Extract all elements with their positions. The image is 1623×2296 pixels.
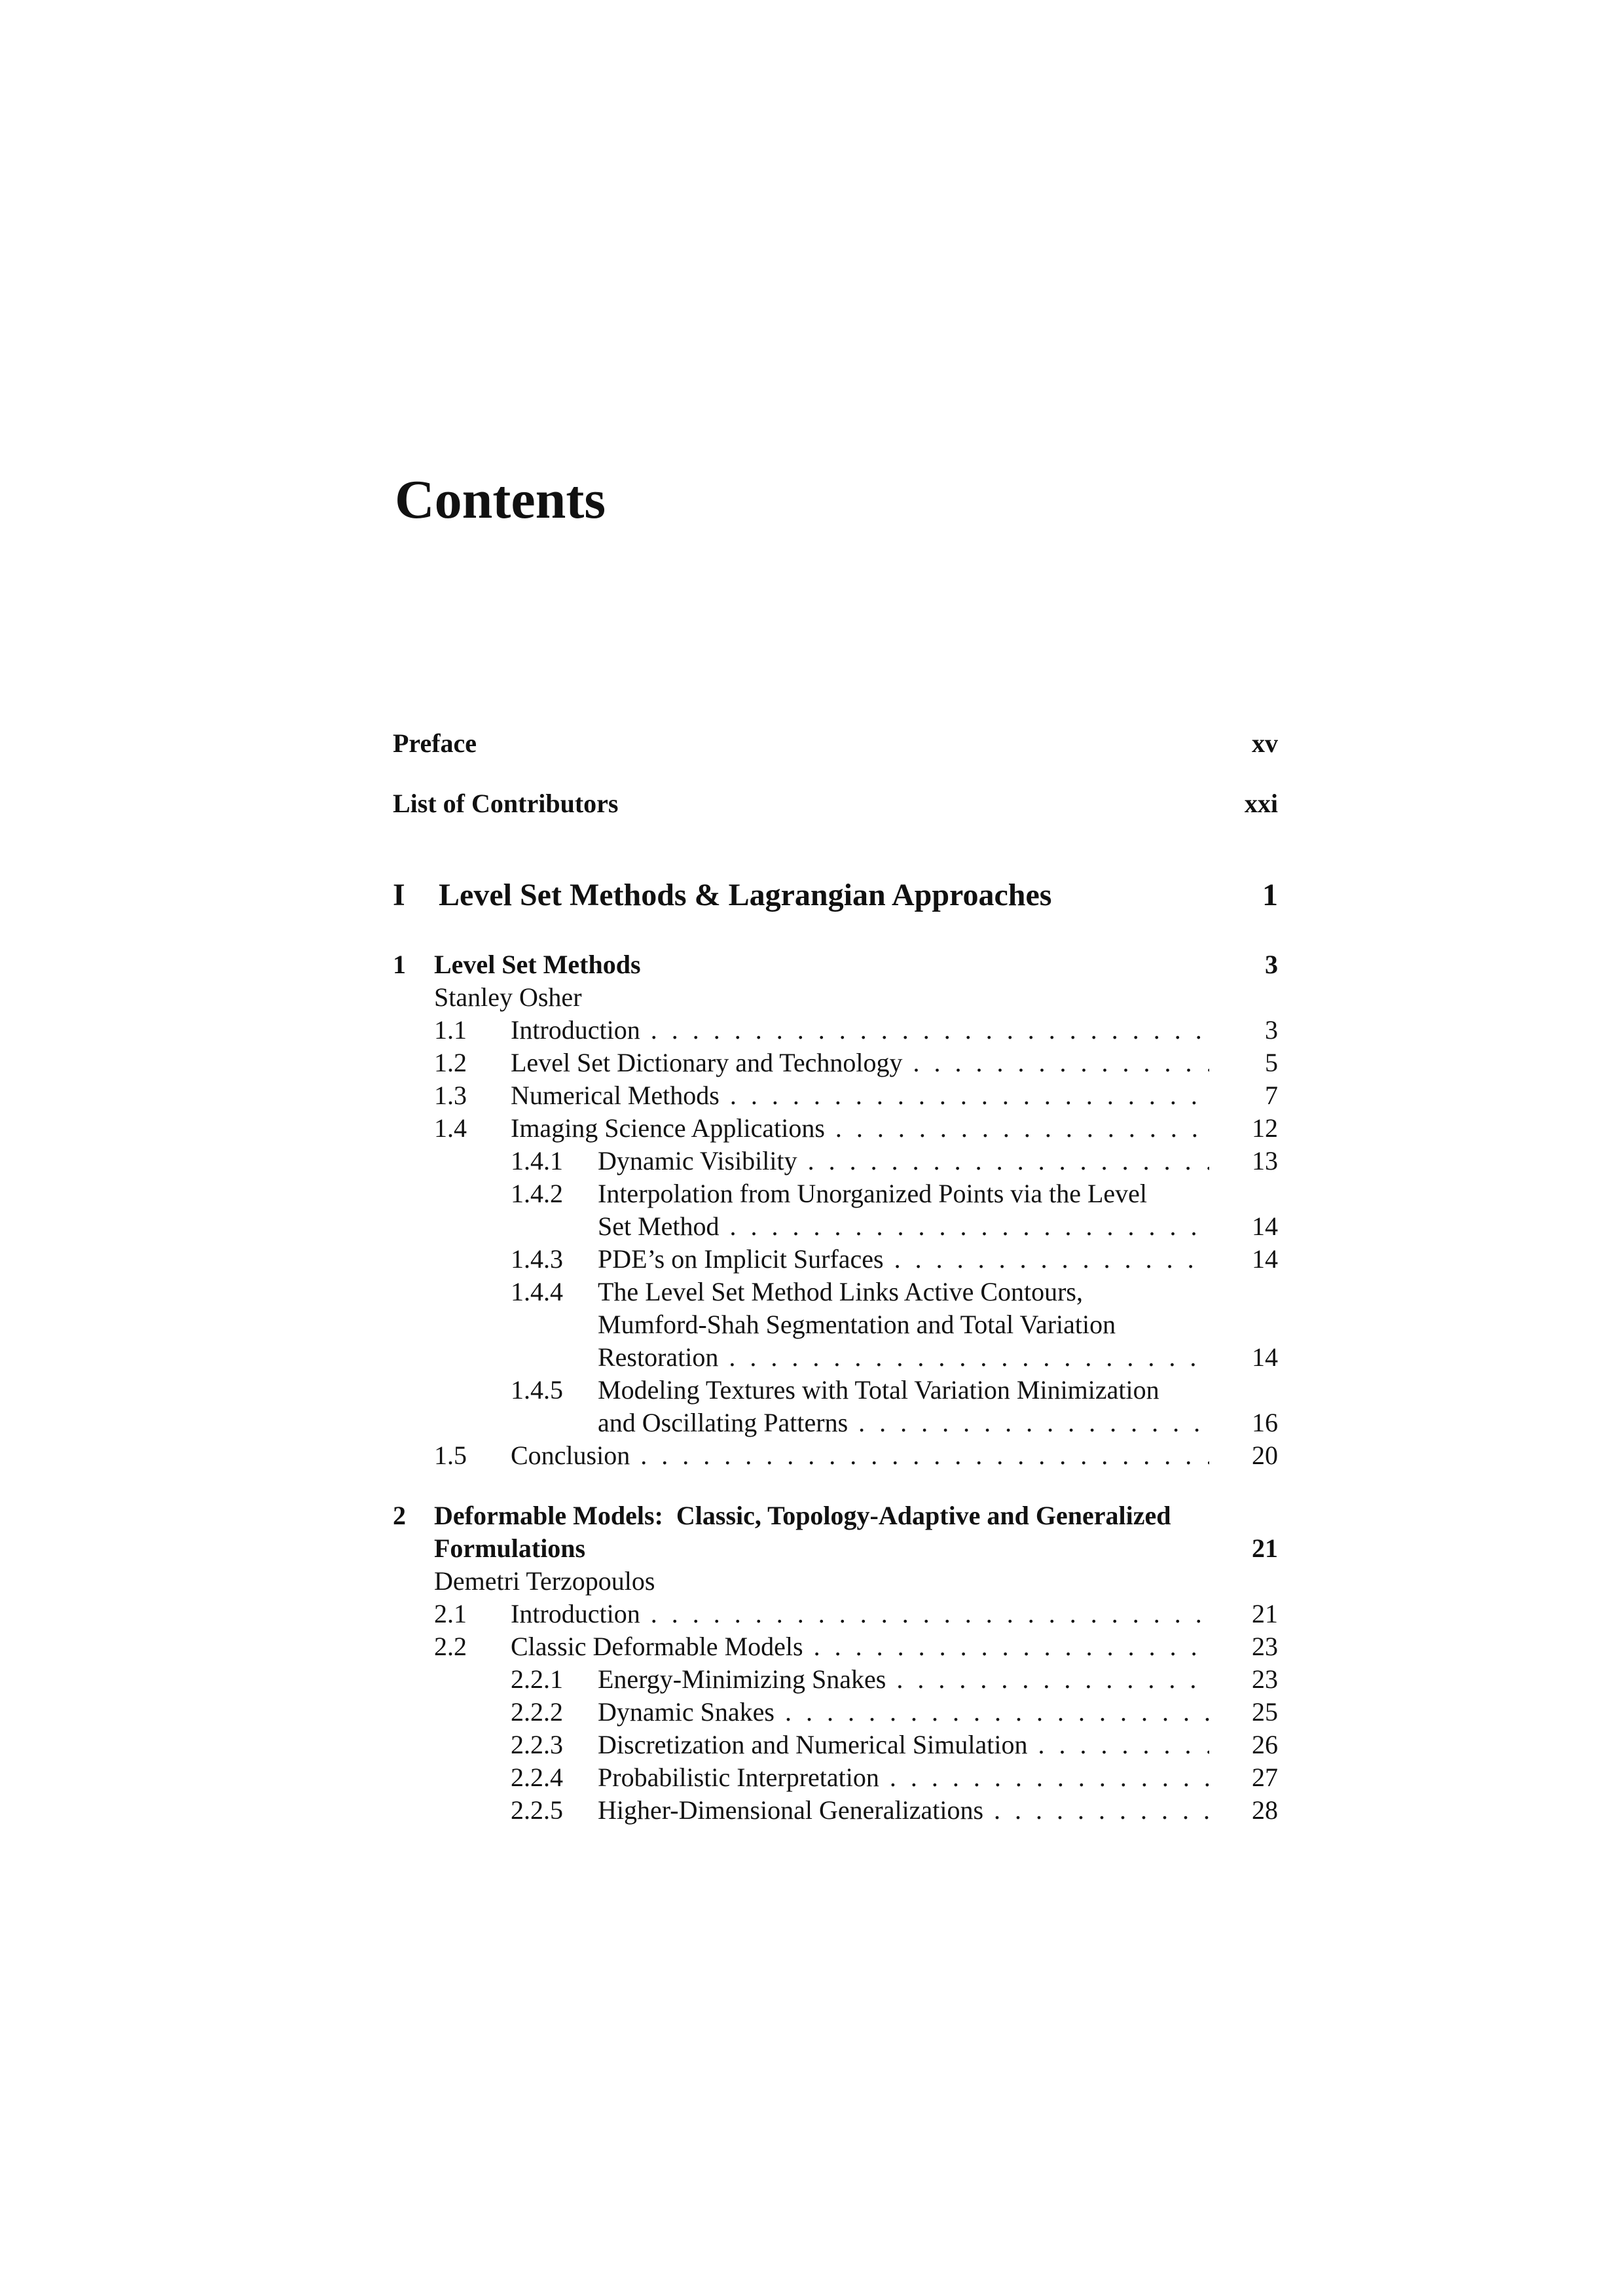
section-number: 1.2	[434, 1048, 467, 1077]
section-title: Imaging Science Applications . . .	[511, 1111, 1209, 1145]
toc-entry[interactable]	[393, 1275, 1278, 1309]
section-title-continued: Set Method . . .	[598, 1210, 1209, 1244]
toc-entry-continued[interactable]	[393, 1340, 1278, 1374]
page-number: 21	[1252, 1534, 1278, 1563]
section-title: Energy-Minimizing Snakes . . .	[598, 1662, 1209, 1696]
chapter-number: 1	[393, 950, 406, 979]
page-number: 1	[1262, 878, 1278, 912]
section-number: 2.2.1	[511, 1664, 563, 1694]
toc-entry[interactable]	[393, 1597, 1278, 1631]
toc-entry[interactable]	[393, 1793, 1278, 1827]
section-number: 2.2.2	[511, 1697, 563, 1727]
section-number: 2.1	[434, 1599, 467, 1628]
page-number: 20	[1252, 1441, 1278, 1470]
section-title-continued: Restoration . . .	[598, 1340, 1209, 1374]
section-title: Dynamic Snakes . . .	[598, 1695, 1209, 1729]
page-number: 13	[1252, 1146, 1278, 1175]
section-title: Numerical Methods . . .	[511, 1079, 1209, 1113]
toc-entry-continued[interactable]	[393, 1406, 1278, 1440]
section-title: Classic Deformable Models . . .	[511, 1630, 1209, 1664]
section-number: 1.4.4	[511, 1277, 563, 1306]
page-number: 21	[1252, 1599, 1278, 1628]
section-number: 2.2.5	[511, 1795, 563, 1825]
section-number: 1.3	[434, 1081, 467, 1110]
section-title-continued: Mumford-Shah Segmentation and Total Variation	[598, 1310, 1116, 1339]
section-title: Level Set Dictionary and Technology . . .	[511, 1046, 1209, 1080]
section-number: 1.5	[434, 1441, 467, 1470]
section-title: Interpolation from Unorganized Points via the Level	[598, 1179, 1148, 1208]
chapter-title-continued: Formulations	[434, 1534, 586, 1563]
toc-entry[interactable]	[393, 1728, 1278, 1762]
chapter-author: Demetri Terzopoulos	[434, 1566, 655, 1596]
section-title: Modeling Textures with Total Variation Minimization	[598, 1375, 1159, 1405]
page-number: 5	[1265, 1048, 1278, 1077]
page-number: 14	[1252, 1244, 1278, 1274]
page-number: 27	[1252, 1763, 1278, 1792]
toc-entry-continued[interactable]	[393, 1210, 1278, 1244]
page-number: 28	[1252, 1795, 1278, 1825]
section-title: Conclusion . . .	[511, 1439, 1209, 1473]
toc-entry[interactable]	[393, 1111, 1278, 1145]
section-title: Discretization and Numerical Simulation . . .	[598, 1728, 1209, 1762]
part-number: I	[393, 878, 405, 912]
section-title-continued: and Oscillating Patterns . . .	[598, 1406, 1209, 1440]
section-number: 1.1	[434, 1015, 467, 1045]
page-number: 3	[1265, 950, 1278, 979]
chapter-title: Level Set Methods	[434, 950, 641, 979]
chapter-title: Deformable Models: Classic, Topology-Adaptive and Generalized	[434, 1501, 1171, 1530]
toc-entry[interactable]	[393, 1013, 1278, 1047]
page-number: 14	[1252, 1211, 1278, 1241]
toc-entry-preface[interactable]	[393, 726, 1278, 761]
page-number: 23	[1252, 1632, 1278, 1661]
section-number: 1.4.5	[511, 1375, 563, 1405]
section-number: 1.4	[434, 1113, 467, 1143]
section-title: The Level Set Method Links Active Contours,	[598, 1277, 1083, 1306]
section-number: 2.2.3	[511, 1730, 563, 1759]
section-title: PDE’s on Implicit Surfaces . . .	[598, 1242, 1209, 1276]
section-title: Dynamic Visibility . . .	[598, 1144, 1209, 1178]
section-number: 1.4.2	[511, 1179, 563, 1208]
toc-entry-list-of-contributors[interactable]	[393, 787, 1278, 821]
page-title: Contents	[395, 469, 606, 530]
toc-entry[interactable]	[393, 1079, 1278, 1113]
toc-entry[interactable]	[393, 1242, 1278, 1276]
section-title: Introduction . . .	[511, 1597, 1209, 1631]
section-number: 1.4.1	[511, 1146, 563, 1175]
toc-entry-continued[interactable]	[393, 1308, 1278, 1342]
page-number: 25	[1252, 1697, 1278, 1727]
toc-entry[interactable]	[393, 1761, 1278, 1795]
toc-entry[interactable]	[393, 1144, 1278, 1178]
entry-title: List of Contributors	[393, 789, 619, 818]
toc-entry[interactable]	[393, 1177, 1278, 1211]
toc-chapter-1[interactable]	[393, 948, 1278, 982]
chapter-number: 2	[393, 1501, 406, 1530]
toc-entry[interactable]	[393, 1630, 1278, 1664]
toc-entry[interactable]	[393, 1439, 1278, 1473]
toc-entry[interactable]	[393, 1373, 1278, 1407]
section-title: Introduction . . .	[511, 1013, 1209, 1047]
section-title: Higher-Dimensional Generalizations . . .	[598, 1793, 1209, 1827]
toc-part-1[interactable]	[393, 876, 1278, 915]
chapter-author: Stanley Osher	[434, 982, 582, 1012]
page-number: 23	[1252, 1664, 1278, 1694]
page-number: xv	[1252, 728, 1278, 758]
section-number: 2.2.4	[511, 1763, 563, 1792]
entry-title: Preface	[393, 728, 477, 758]
page-number: 7	[1265, 1081, 1278, 1110]
toc-chapter-2-continued[interactable]	[393, 1532, 1278, 1566]
page-number: 3	[1265, 1015, 1278, 1045]
page-number: 26	[1252, 1730, 1278, 1759]
toc-chapter-2[interactable]	[393, 1499, 1278, 1533]
section-number: 2.2	[434, 1632, 467, 1661]
page-number: 12	[1252, 1113, 1278, 1143]
toc-entry[interactable]	[393, 1662, 1278, 1696]
page-number: xxi	[1244, 789, 1278, 818]
part-title: Level Set Methods & Lagrangian Approaches	[439, 878, 1052, 912]
toc-entry[interactable]	[393, 1695, 1278, 1729]
section-number: 1.4.3	[511, 1244, 563, 1274]
page-number: 14	[1252, 1342, 1278, 1372]
section-title: Probabilistic Interpretation . . .	[598, 1761, 1209, 1795]
toc-entry[interactable]	[393, 1046, 1278, 1080]
page-number: 16	[1252, 1408, 1278, 1437]
